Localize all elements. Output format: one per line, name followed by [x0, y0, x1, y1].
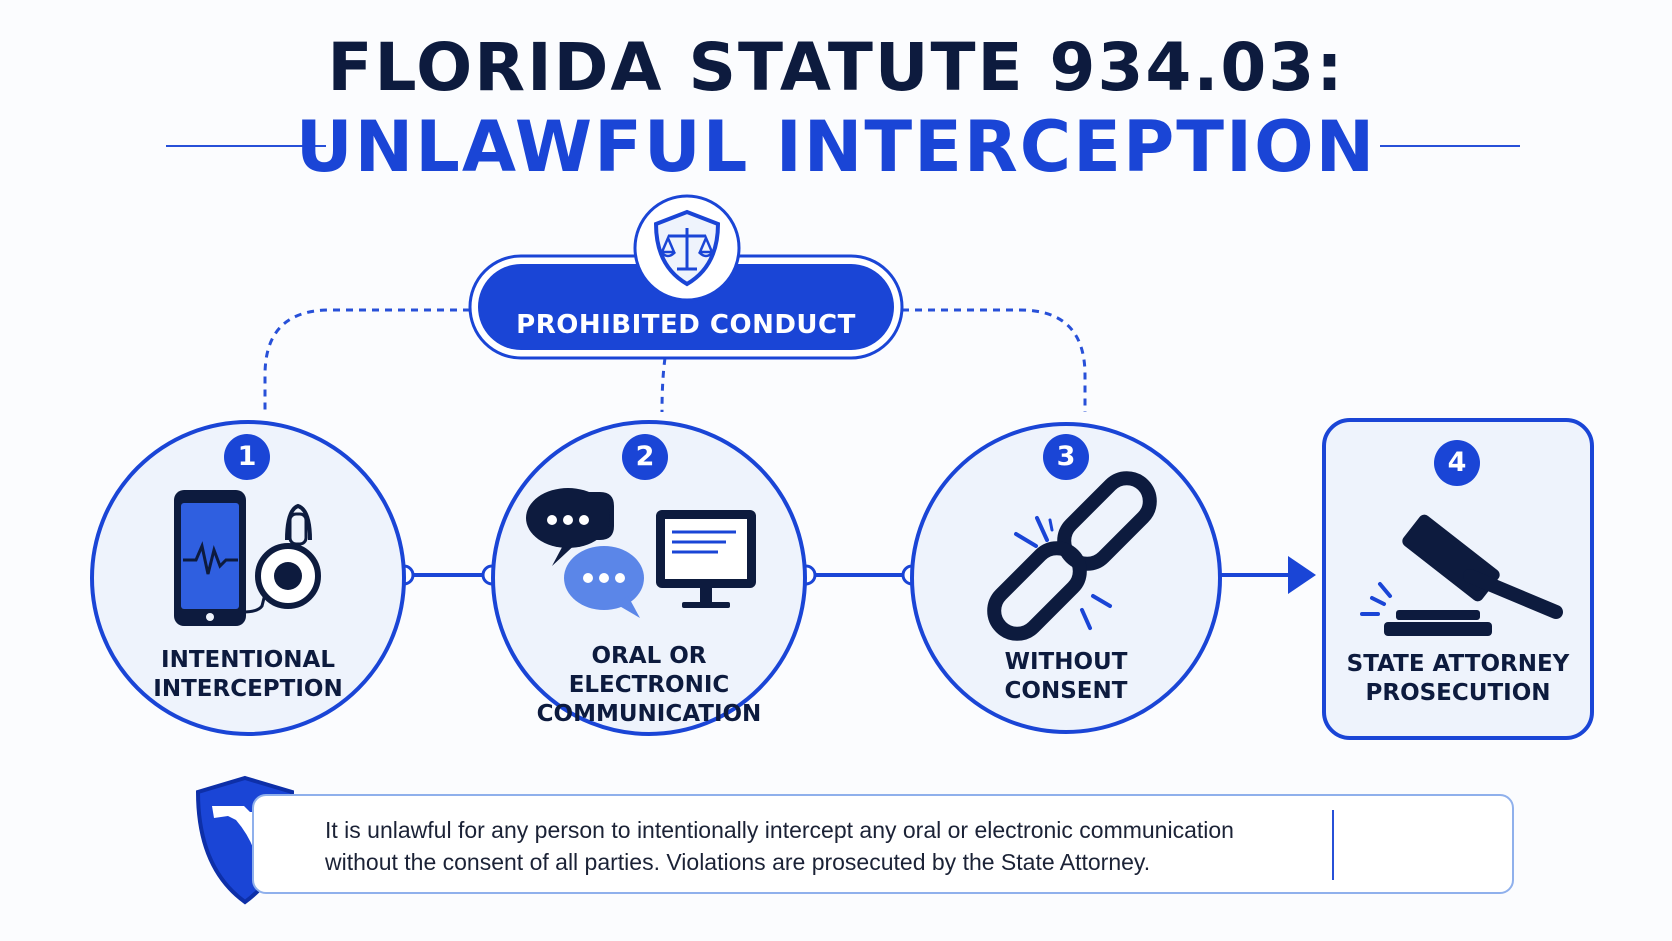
- step-1-label-line-1: INTENTIONAL: [161, 647, 335, 673]
- arrow-head-icon: [1288, 556, 1316, 594]
- step-1-number: 1: [224, 434, 270, 480]
- step-2-label-line-2: COMMUNICATION: [536, 701, 762, 727]
- step-3-label-line-1: WITHOUT: [1004, 649, 1128, 675]
- step-1-label: [128, 646, 368, 704]
- step-2-label-line-1: ORAL OR ELECTRONIC: [568, 643, 730, 698]
- step-4-label-line-2: PROSECUTION: [1365, 680, 1551, 706]
- info-text-line-1: It is unlawful for any person to intentionally intercept any oral or electronic communication: [325, 817, 1234, 843]
- step-2-number: 2: [622, 434, 668, 480]
- hub-label: PROHIBITED CONDUCT: [516, 310, 856, 340]
- step-3-number: 3: [1043, 434, 1089, 480]
- step-4-label: [1330, 650, 1586, 708]
- step-4-number: 4: [1434, 440, 1480, 486]
- scales-shield-icon: [635, 196, 739, 300]
- step-4-label-line-1: STATE ATTORNEY: [1346, 651, 1570, 677]
- info-text: [325, 814, 1325, 878]
- step-2-label: [509, 642, 789, 729]
- step-3-label: [946, 648, 1186, 706]
- info-text-line-2: without the consent of all parties. Violations are prosecuted by the State Attorney.: [325, 849, 1151, 875]
- step-1-label-line-2: INTERCEPTION: [153, 676, 343, 702]
- title-line-1: FLORIDA STATUTE 934.03:: [327, 29, 1345, 106]
- title-line-2: UNLAWFUL INTERCEPTION: [295, 106, 1377, 188]
- step-3-label-line-2: CONSENT: [1004, 678, 1128, 704]
- info-separator: [1332, 810, 1334, 880]
